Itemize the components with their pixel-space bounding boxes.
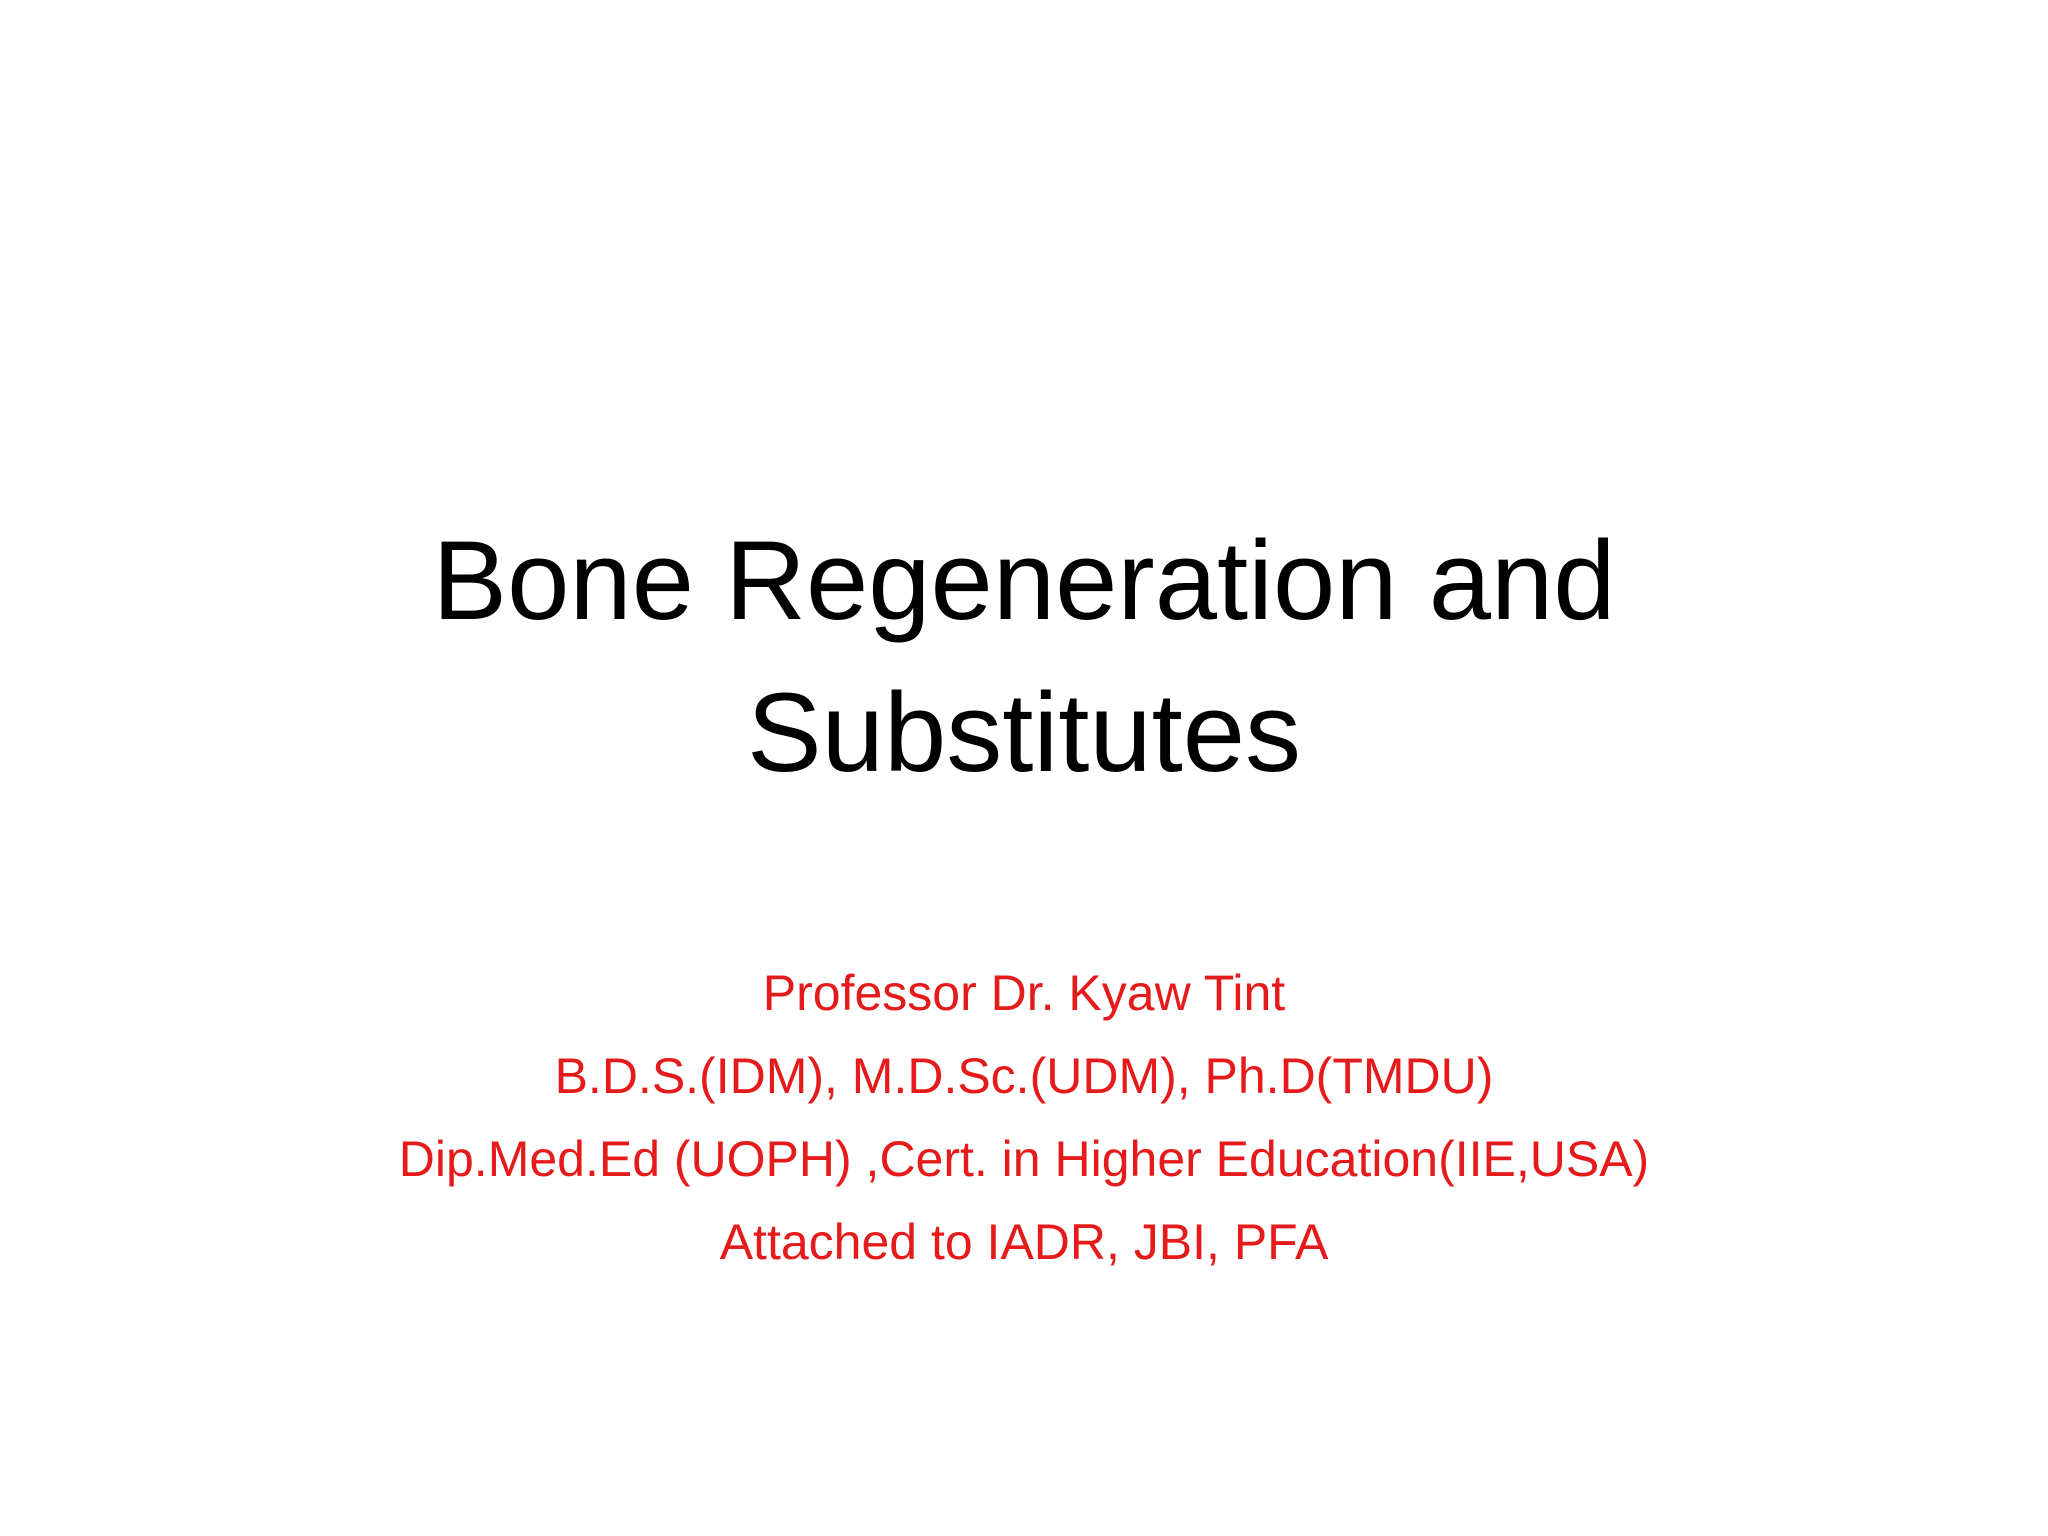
presenter-name: Professor Dr. Kyaw Tint: [762, 965, 1286, 1021]
affiliations-line: Attached to IADR, JBI, PFA: [719, 1214, 1329, 1270]
degrees-line: B.D.S.(IDM), M.D.Sc.(UDM), Ph.D(TMDU): [554, 1048, 1494, 1104]
certifications-line: Dip.Med.Ed (UOPH) ,Cert. in Higher Education(IIE,USA): [398, 1131, 1650, 1187]
title-line-2: Substitutes: [746, 670, 1302, 795]
slide-subtitle: [300, 952, 1748, 1284]
title-line-1: Bone Regeneration and: [432, 518, 1616, 643]
slide-title: [300, 505, 1748, 809]
